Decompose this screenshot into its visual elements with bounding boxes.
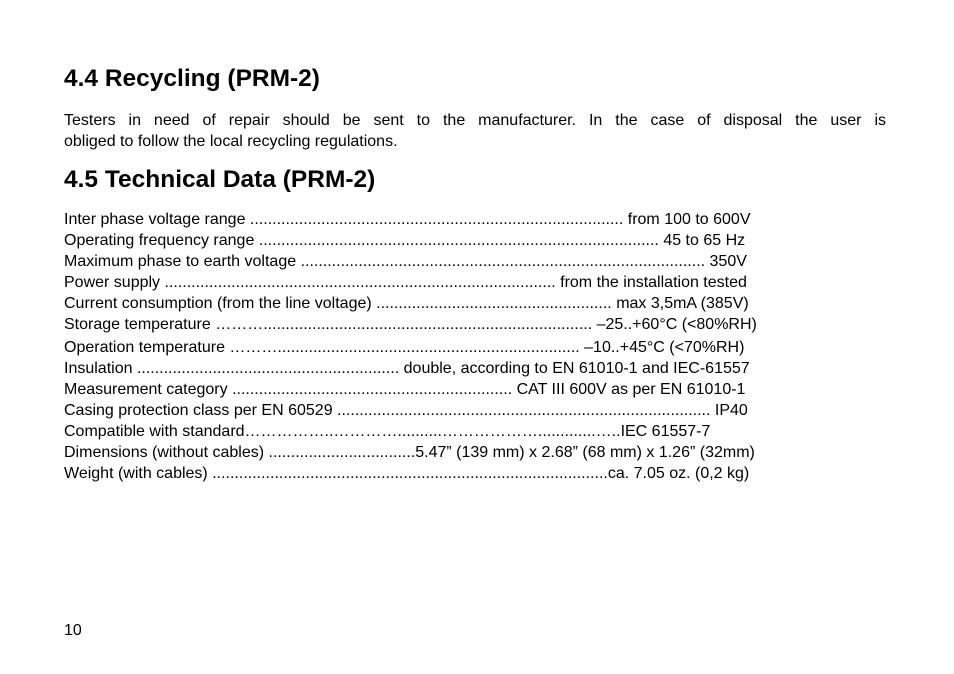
recycling-paragraph	[64, 110, 886, 152]
spec-insulation: Insulation ........................................................... double, according to EN 61010-1 and IEC-61557	[64, 360, 750, 377]
section-heading-recycling: 4.4 Recycling (PRM-2)	[64, 65, 320, 92]
spec-compatible-standard: Compatible with standard……………..…………..........……………….............…..IEC 61557-7	[64, 423, 711, 440]
spec-operating-frequency: Operating frequency range .......................................................................................... 45 to 65 Hz	[64, 232, 746, 249]
spec-casing-protection: Casing protection class per EN 60529 .................................................................................... IP40	[64, 402, 748, 419]
spec-storage-temperature: Storage temperature ……….......................................................................... –25..+60°C (<80%RH)	[64, 316, 757, 333]
page-number: 10	[64, 622, 82, 639]
spec-current-consumption: Current consumption (from the line voltage) ..................................................... max 3,5mA (385V)	[64, 295, 749, 312]
spec-measurement-category: Measurement category ............................................................... CAT III 600V as per EN 61010-1	[64, 381, 746, 398]
recycling-paragraph-line-1: Testers in need of repair should be sent to the manufacturer. In the case of disposal the user is	[64, 112, 886, 129]
spec-inter-phase-voltage: Inter phase voltage range .................................................................................... from 100 to 600V	[64, 211, 751, 228]
spec-power-supply: Power supply ........................................................................................ from the installation tested	[64, 274, 747, 291]
recycling-paragraph-line-2: obliged to follow the local recycling regulations.	[64, 133, 398, 150]
spec-max-phase-earth-voltage: Maximum phase to earth voltage ........................................................................................... 350V	[64, 253, 747, 270]
spec-dimensions: Dimensions (without cables) .................................5.47” (139 mm) x 2.68” (68 mm) x 1.26” (32mm)	[64, 444, 755, 461]
spec-operation-temperature: Operation temperature ……….................................................................... –10..+45°C (<70%RH)	[64, 339, 745, 356]
section-heading-technical-data: 4.5 Technical Data (PRM-2)	[64, 166, 376, 193]
spec-weight: Weight (with cables) .........................................................................................ca. 7.05 oz. (0,2 kg)	[64, 465, 750, 482]
